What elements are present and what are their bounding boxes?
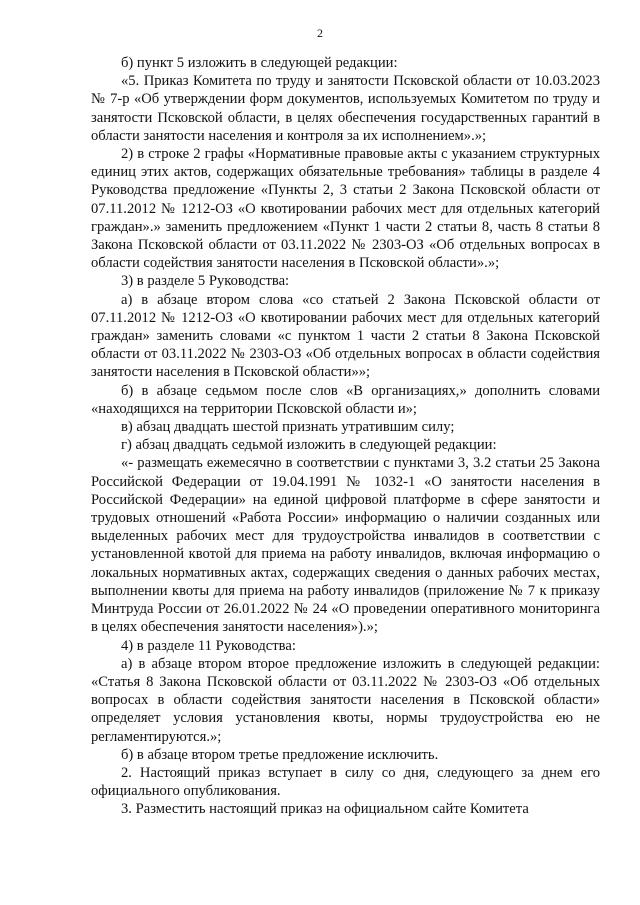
paragraph-clause-2-effective: 2. Настоящий приказ вступает в силу со дня, следующего за днем его официального опубликования. [91, 764, 600, 800]
document-body [91, 54, 600, 819]
paragraph-point5-new-text: «5. Приказ Комитета по труду и занятости Псковской области от 10.03.2023 № 7-р «Об утверждении форм документов, используемых Комитетом по труду и занятости Псковской области, в целях обеспечения государственных гарантий в области занятости населения и контроля за их исполнением».»; [91, 73, 600, 144]
paragraph-section5-g-new-text: «- размещать ежемесячно в соответствии с пунктами 3, 3.2 статьи 25 Закона Российской Федерации от 19.04.1991 № 1032-1 «О занятости населения в Российской Федерации» на единой цифровой платформе в сфере занятости и трудовых отношений «Работа России» информацию о наличии созданных или выделенных рабочих мест для трудоустройства инвалидов в соответствии с установленной квотой для приема на работу инвалидов, включая информацию о локальных нормативных актах, содержащих сведения о данных рабочих местах, выполнении квоты для приема на работу инвалидов (приложение № 7 к приказу Минтруда России от 26.01.2022 № 24 «О проведении оперативного мониторинга в целях обеспечения занятости населения»).»; [91, 455, 600, 636]
paragraph-section5-b: б) в абзаце седьмом после слов «В организациях,» дополнить словами «находящихся на территории Псковской области и»; [91, 382, 600, 417]
paragraph-section11-b: б) в абзаце втором третье предложение исключить. [121, 746, 439, 763]
paragraph-item-3-section5: 3) в разделе 5 Руководства: [121, 273, 290, 290]
paragraph-item-4-section11: 4) в разделе 11 Руководства: [121, 637, 296, 654]
page-number: 2 [317, 26, 323, 40]
paragraph-clause-3-publish: 3. Разместить настоящий приказ на официальном сайте Комитета [121, 801, 529, 818]
paragraph-amendment-b-point5: б) пункт 5 изложить в следующей редакции: [121, 55, 398, 71]
paragraph-section11-a: а) в абзаце втором второе предложение изложить в следующей редакции: «Статья 8 Закона Псковской области от 03.11.2022 № 2303-ОЗ «Об отдельных вопросах в области содействия занятости населения в Псковской области» определяет условия установления квоты, нормы трудоустройства ею не регламентируются.»; [91, 655, 600, 745]
paragraph-section5-v: в) абзац двадцать шестой признать утратившим силу; [121, 419, 455, 436]
paragraph-item-2-table-row: 2) в строке 2 графы «Нормативные правовые акты с указанием структурных единиц этих актов, содержащих обязательные требования» таблицы в разделе 4 Руководства предложение «Пункты 2, 3 статьи 2 Закона Псковской области от 07.11.2012 № 1212-ОЗ «О квотировании рабочих мест для отдельных категорий граждан».» заменить предложением «Пункт 1 части 2 статьи 8, часть 8 статьи 8 Закона Псковской области от 03.11.2022 № 2303-ОЗ «Об отдельных вопросах в области содействия занятости населения в Псковской области».»; [91, 146, 600, 272]
paragraph-section5-g: г) абзац двадцать седьмой изложить в следующей редакции: [121, 437, 497, 454]
paragraph-section5-a: а) в абзаце втором слова «со статьей 2 Закона Псковской области от 07.11.2012 № 1212-ОЗ «О квотировании рабочих мест для отдельных категорий граждан» заменить словами «с пунктом 1 части 2 статьи 8 Закона Псковской области от 03.11.2022 № 2303-ОЗ «Об отдельных вопросах в области содействия занятости населения в Псковской области»»; [91, 291, 600, 381]
